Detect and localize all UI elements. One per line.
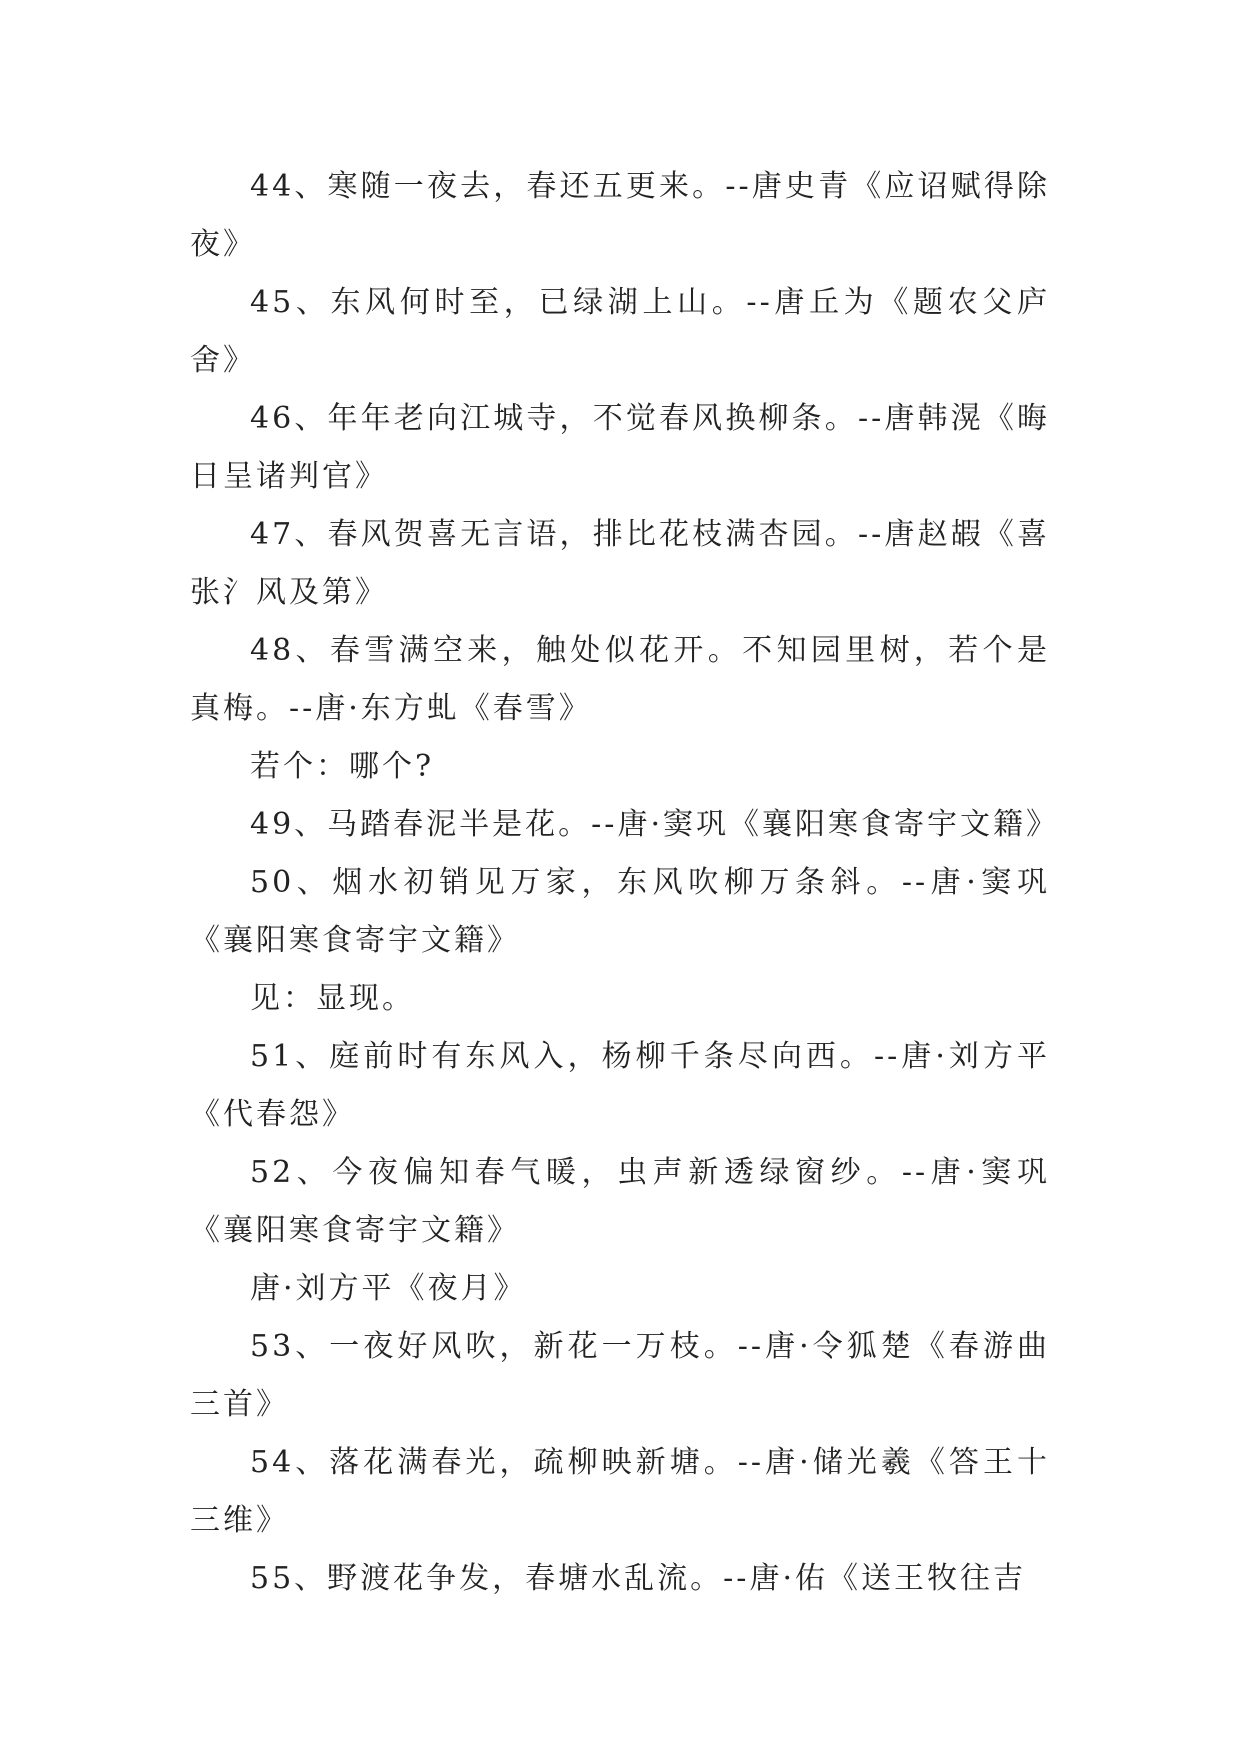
note-48: 若个：哪个?	[250, 749, 435, 784]
note-52: 唐·刘方平《夜月》	[250, 1271, 527, 1306]
note-50: 见：显现。	[250, 981, 415, 1016]
paragraph-51: 51、庭前时有东风入，杨柳千条尽向西。--唐·刘方平《代春怨》	[190, 1039, 1050, 1132]
paragraph-52: 52、今夜偏知春气暖，虫声新透绿窗纱。--唐·窦巩《襄阳寒食寄宇文籍》	[190, 1155, 1050, 1248]
paragraph-50: 50、烟水初销见万家，东风吹柳万条斜。--唐·窦巩《襄阳寒食寄宇文籍》	[190, 865, 1050, 958]
paragraph-54: 54、落花满春光，疏柳映新塘。--唐·储光羲《答王十三维》	[190, 1445, 1050, 1538]
paragraph-48: 48、春雪满空来，触处似花开。不知园里树，若个是真梅。--唐·东方虬《春雪》	[190, 633, 1050, 726]
paragraph-55: 55、野渡花争发，春塘水乱流。--唐·佑《送王牧往吉	[250, 1561, 1026, 1596]
paragraph-44: 44、寒随一夜去，春还五更来。--唐史青《应诏赋得除夜》	[190, 169, 1050, 262]
document-page	[190, 158, 1059, 1608]
paragraph-46: 46、年年老向江城寺，不觉春风换柳条。--唐韩滉《晦日呈诸判官》	[190, 401, 1050, 494]
paragraph-49: 49、马踏春泥半是花。--唐·窦巩《襄阳寒食寄宇文籍》	[250, 807, 1059, 842]
paragraph-53: 53、一夜好风吹，新花一万枝。--唐·令狐楚《春游曲三首》	[190, 1329, 1050, 1422]
paragraph-45: 45、东风何时至，已绿湖上山。--唐丘为《题农父庐舍》	[190, 285, 1050, 378]
paragraph-47: 47、春风贺喜无言语，排比花枝满杏园。--唐赵嘏《喜张氵风及第》	[190, 517, 1050, 610]
